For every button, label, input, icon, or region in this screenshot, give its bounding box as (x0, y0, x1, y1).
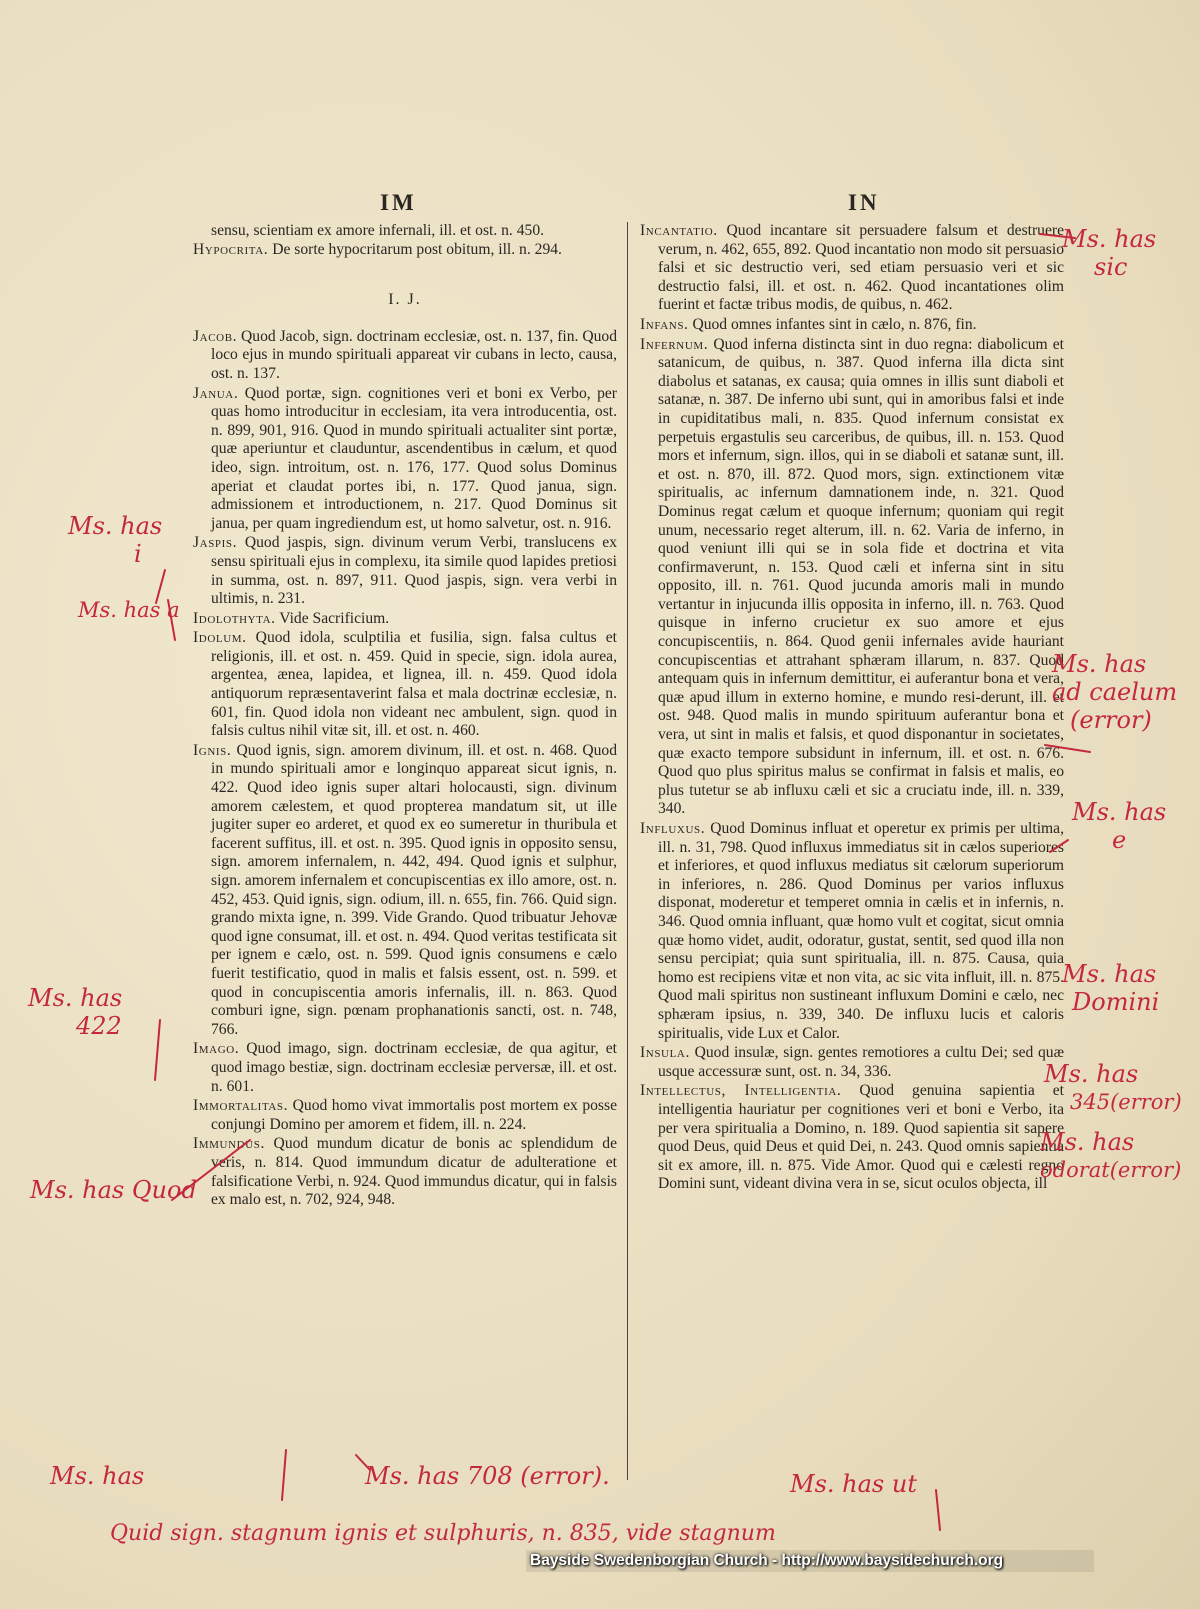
entry-headword: Infernum. (640, 335, 709, 353)
annotation-ms-domini: Ms. has Domini (1062, 960, 1160, 1016)
annotation-ms-ad-caelum: Ms. has ad caelum (error) (1052, 650, 1178, 734)
entry-text: Quod imago, sign. doctrinam ecclesiæ, de qua agitur, et quod imago bestiæ, sign. doctrinam ecclesiæ perversæ, ill. et ost. n. 601. (211, 1040, 617, 1095)
entry-text: Quod idola, sculptilia et fusilia, sign. falsa cultus et religionis, ill. et ost. n. 459. Quid in specie, sign. idola aurea, argentea, ænea, lapidea, et lignea, ill. n. 459. Quod idola antiquorum repræsentaverint falsa et mala doctrinæ ecclesiæ, n. 601, fin. Quod idola non videant nec ambulent, sign. quod in falsis cultus nihil vitæ sit, ill. et ost. n. 460. (211, 629, 617, 740)
annotation-quid-stagnum: Quid sign. stagnum ignis et sulphuris, n. 835, vide stagnum (110, 1521, 776, 1546)
annotation-ms-odorat: Ms. has odorat(error) (1040, 1128, 1182, 1182)
entry-headword: Jaspis. (193, 534, 238, 552)
entry-headword: Ignis. (193, 741, 232, 759)
annotation-ms-ut: Ms. has ut (790, 1470, 917, 1498)
entry-headword: Infans. (640, 315, 689, 333)
entry-text: Quod omnes infantes sint in cælo, n. 876, fin. (688, 315, 977, 333)
annotation-ms-sic: Ms. has sic (1062, 225, 1157, 281)
entry-headword: Janua. (193, 384, 239, 402)
entry-headword: Incantatio. (640, 222, 718, 239)
watermark-footer: Bayside Swedenborgian Church - http://www.baysidechurch.org (526, 1550, 1094, 1572)
margin-stroke (282, 1450, 286, 1500)
entry-text: Quod incantare sit persuadere falsum et destruere verum, n. 462, 655, 892. Quod incantatio non modo sit persuasio falsi et sic destructio veri, sed etiam persuasio veri et sic destructio falsi, ill. et ost. n. 462. Quod incantationes olim fuerint et factæ tribus modis, de quibus, n. 462. (658, 222, 1064, 314)
entry-text: Quod jaspis, sign. divinum verum Verbi, translucens ex sensu spirituali ejus in complexu, ita simile quod lapides pretiosi in summa, ost. n. 897, 911. Quod jaspis, sign. vera verbi in ultimis, n. 231. (211, 534, 617, 608)
entry-headword: Hypocrita. (193, 240, 269, 258)
annotation-ms-422: Ms. has 422 (28, 984, 123, 1040)
entry-headword: Imago. (193, 1040, 240, 1058)
entry-text: Quod ignis, sign. amorem divinum, ill. et ost. n. 468. Quod in mundo spirituali amor e longinquo appareat sicut ignis, n. 422. Quod ideo ignis super altari holocausti, sign. divinum amorem cælestem, et quod propterea mandatum sit, ut ille jugiter super eo arderet, et quod ex eo sumeretur in thuribula et facerent suffitus, ill. et ost. n. 395. Quod ignis in opposito sensu, sign. amorem infernalem, n. 442, 494. Quod ignis et sulphur, sign. amorem infernalem et concupiscentias ex illo amore, ost. n. 452, 453. Quid ignis, sign. odium, ill. n. 655, fin. 766. Quid sign. grando mixta igne, n. 399. Vide Grando. Quod tribuatur Jehovæ quod igne consumat, ill. et ost. n. 494. Quod veritas testificata sit per ignem e cælo, ost. n. 599. Quod ignis consumens e cælo fuerit testificatio, quod in malis et falsis essent, ost. n. 599. et quod in concupiscentia amoris infernalis, ill. n. 863. Quod comburi igne, sign. pœnam prophanationis sancti, ost. n. 748, 766. (211, 741, 617, 1038)
margin-stroke (155, 1020, 160, 1080)
entry-headword: Jacob. (193, 327, 238, 345)
entry-headword: Immundus. (193, 1135, 265, 1153)
annotation-ms-i: Ms. has i (68, 512, 163, 568)
entry-text: Quod inferna distincta sint in duo regna: diabolicum et satanicum, de quibus, n. 387. Quod inferna illa dicta sint diabolus et satanas, ex causa; quia omnes in illis sunt diaboli et satanæ, n. 387. De inferno ubi sunt, qui in amoribus falsi et inde in cupiditatibus mali, n. 835. Quod infernum consistat ex perpetuis ergastulis seu carceribus, de quibus, ill. n. 153. Quod mors et infernum, sign. illos, qui in se diaboli et satanæ sunt, ill. et ost. n. 870, ill. 872. Quod mors, sign. extinctionem vitæ spiritualis, ac infernum damnationem inde, n. 321. Quod Dominus regat cælum et quoque infernum; quoniam qui regit unum, necessario reget alterum, ill. n. 62. Varia de inferno, in quod veniunt illi qui se in sola fide et doctrina et vita confirmaverunt, n. 153. Quod cæli et inferna sint in situ opposito, ill. n. 761. Quod jucunda amoris mali in mundo vertantur in injucunda illis opposita in inferno, ill. n. 763. Quod quisque in inferno crucietur ex suo amore et ejus concupiscentiis, n. 864. Quod genii infernales avide hauriant concupiscentias et attrahant sphæram illarum, n. 837. Quod antequam quis in infernum demittitur, ei auferantur bona et vera, quæ apud illum in externo homine, e mundo resi-derunt, ill. et ost. 948. Quod malis in mundo spirituum auferantur bona et vera, ut sint in malis et falsis, et quod disponantur in societates, quæ exacto tempore subsidunt in infernum, ill. et ost. n. 676. Quod quo plus spiritus malus se confirmat in falsis et malis, eo plus tutetur se ab influxu cæli et sic a cruciatu inde, ill. n. 339, 340. (658, 335, 1064, 818)
entry-headword: Idolothyta. (193, 609, 276, 627)
annotation-ms-708: Ms. has 708 (error). (365, 1462, 610, 1490)
entry-text: Quod Dominus influat et operetur ex primis per ultima, ill. n. 31, 798. Quod influxus immediatus sit in cælos superiores et inferiores, et quod influxus mediatus sit cælorum superiorum in inferiores, n. 286. Quod Dominus per varios influxus disponat, moderetur et temperet omnia in cælis et in infernis, n. 346. Quod omnia influant, quæ homo vult et cogitat, sicut omnia quæ homo videt, audit, odoratur, gustat, sentit, sed quod illa non sensu percipiat; quia sunt spiritualia, ill. n. 875. Causa, quia homo est recipiens vitæ et non vita, ac sic vita influit, ill. n. 875. Quod mali spiritus non sustineant influxum Domini e cælo, nec sphæram ipsius, n. 339, 340. De influxu lucis et caloris spiritualis, vide Lux et Calor. (658, 820, 1064, 1042)
right-running-header: IN (848, 190, 880, 215)
margin-stroke (936, 1490, 940, 1530)
margin-stroke (1050, 840, 1068, 852)
margin-stroke (1045, 745, 1090, 752)
entry-headword: Insula. (640, 1044, 690, 1062)
entry-text: Quod portæ, sign. cognitiones veri et boni ex Verbo, per quas homo introducitur in ecclesiam, ita vera introducentia, ost. n. 899, 901, 916. Quod in mundo spirituali actualiter sint portæ, quæ aperiuntur et clauduntur, ascendentibus in cælum, et quod ideo, sign. introitum, ost. n. 176, 177. Quod solus Dominus aperiat et claudat portes ibi, n. 177. Quod janua, sign. admissionem et introductionem, n. 217. Quod Dominus sit janua, per quam ingrediendum est, ut homo salvetur, ost. n. 916. (211, 384, 617, 532)
annotation-ms-e: Ms. has e (1072, 798, 1167, 854)
entry-headword: Intellectus, Intelligentia. (640, 1082, 842, 1100)
annotation-ms-345: Ms. has 345(error) (1044, 1060, 1182, 1114)
entry-text: Quod mundum dicatur de bonis ac splendidum de veris, n. 814. Quod immundum dicatur de adulteratione et falsificatione Verbi, n. 924. Quod immundus dicatur, qui in falsis ex malo est, n. 702, 924, 948. (211, 1135, 617, 1209)
entry-text: Quod Jacob, sign. doctrinam ecclesiæ, ost. n. 137, fin. Quod loco ejus in mundo spirituali appareat vir cubans in lecto, causa, ost. n. 137. (211, 327, 617, 382)
entry-text: Vide Sacrificium. (275, 609, 390, 627)
entry-text: Quod homo vivat immortalis post mortem ex posse conjungi Domino per amorem et fidem, ill. n. 224. (211, 1097, 617, 1133)
section-heading: I. J. (388, 291, 422, 309)
continuation-text: sensu, scientiam ex amore infernali, ill. et ost. n. 450. (211, 222, 545, 239)
annotation-ms-a: Ms. has a (78, 598, 180, 622)
entry-headword: Idolum. (193, 629, 247, 647)
entry-headword: Influxus. (640, 820, 706, 837)
entry-text: Quod genuina sapientia et intelligentia hauriatur per cognitiones veri et boni e Verbo, ita per vera spiritualia a Domino, n. 189. Quod sapientia sit sapere quod Deus, quid Deus et quid Dei, n. 243. Quod omnis sapientia sit ex amore, ill. n. 875. Vide Amor. Quod qui e cælesti regno Domini sunt, videant divina vera in se, sicut oculos objecta, ill (658, 1082, 1064, 1193)
entry-headword: Immortalitas. (193, 1097, 289, 1115)
annotation-bottom-ms-has: Ms. has (50, 1462, 145, 1490)
entry-text: Quod insulæ, sign. gentes remotiores a cultu Dei; sed quæ usque accessuræ sunt, ost. n. 34, 336. (658, 1044, 1064, 1080)
annotation-ms-quod: Ms. has Quod (30, 1176, 197, 1204)
entry-text: De sorte hypocritarum post obitum, ill. n. 294. (268, 240, 562, 258)
left-running-header: IM (380, 190, 417, 215)
